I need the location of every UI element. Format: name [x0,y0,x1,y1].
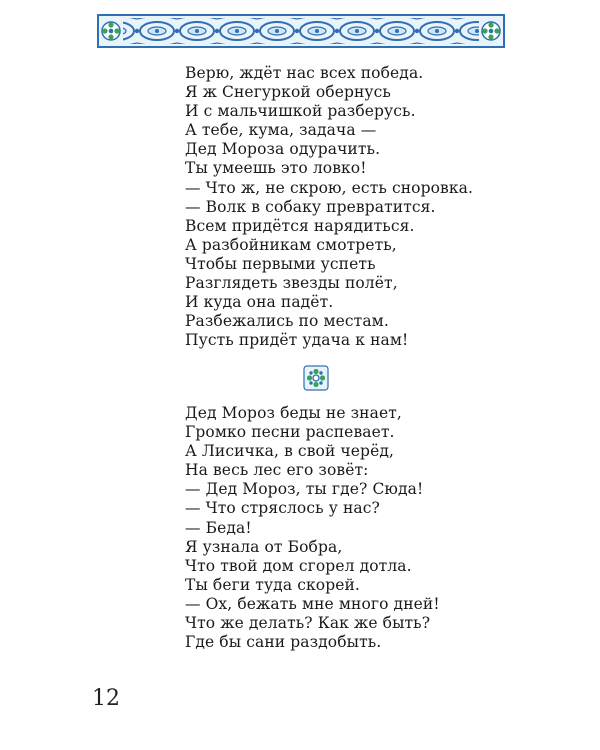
snowflake-divider-icon [303,365,329,391]
poem-line: Я ж Снегуркой обернусь [185,83,391,102]
poem-line: Верю, ждёт нас всех победа. [185,64,424,82]
poem-line: — Волк в собаку превратится. [185,197,436,216]
poem-line: — Что стряслось у нас? [185,499,380,518]
poem-line: Ты беги туда скорей. [185,575,360,594]
poem-line: Чтобы первыми успеть [185,254,376,273]
poem-line: — Беда! [185,518,252,537]
poem-line: Разбежались по местам. [185,312,389,331]
poem-line: Ты умеешь это ловко! [185,159,367,178]
poem-stanza-1 [185,64,473,350]
poem-line: На весь лес его зовёт: [185,461,369,480]
poem-line: Что же делать? Как же быть? [185,614,431,633]
poem-line: — Дед Мороз, ты где? Сюда! [185,480,424,499]
poem-line: — Ох, бежать мне много дней! [185,594,440,613]
page-number: 12 [92,686,120,711]
poem-line: Всем придётся нарядиться. [185,216,415,235]
poem-line: Громко песни распевает. [185,423,395,442]
poem-line: Разглядеть звезды полёт, [185,274,398,293]
poem-line: Дед Мороз беды не знает, [185,404,402,422]
poem-line: И куда она падёт. [185,293,334,312]
poem-line: Дед Мороза одурачить. [185,140,381,159]
poem-line: Что твой дом сгорел дотла. [185,556,412,575]
poem-line: Я узнала от Бобра, [185,537,343,556]
ornament-band [97,14,505,48]
poem-line: — Что ж, не скрою, есть сноровка. [185,178,474,197]
poem-line: А тебе, кума, задача — [185,121,377,140]
poem-line: А разбойникам смотреть, [185,235,397,254]
poem-line: Пусть придёт удача к нам! [185,331,409,350]
poem-line: Где бы сани раздобыть. [185,633,382,652]
right-flower-icon [482,22,500,40]
poem-stanza-2 [185,404,440,652]
left-flower-icon [102,22,120,40]
poem-line: И с мальчишкой разберусь. [185,102,416,121]
poem-line: А Лисичка, в свой черёд, [185,442,395,461]
